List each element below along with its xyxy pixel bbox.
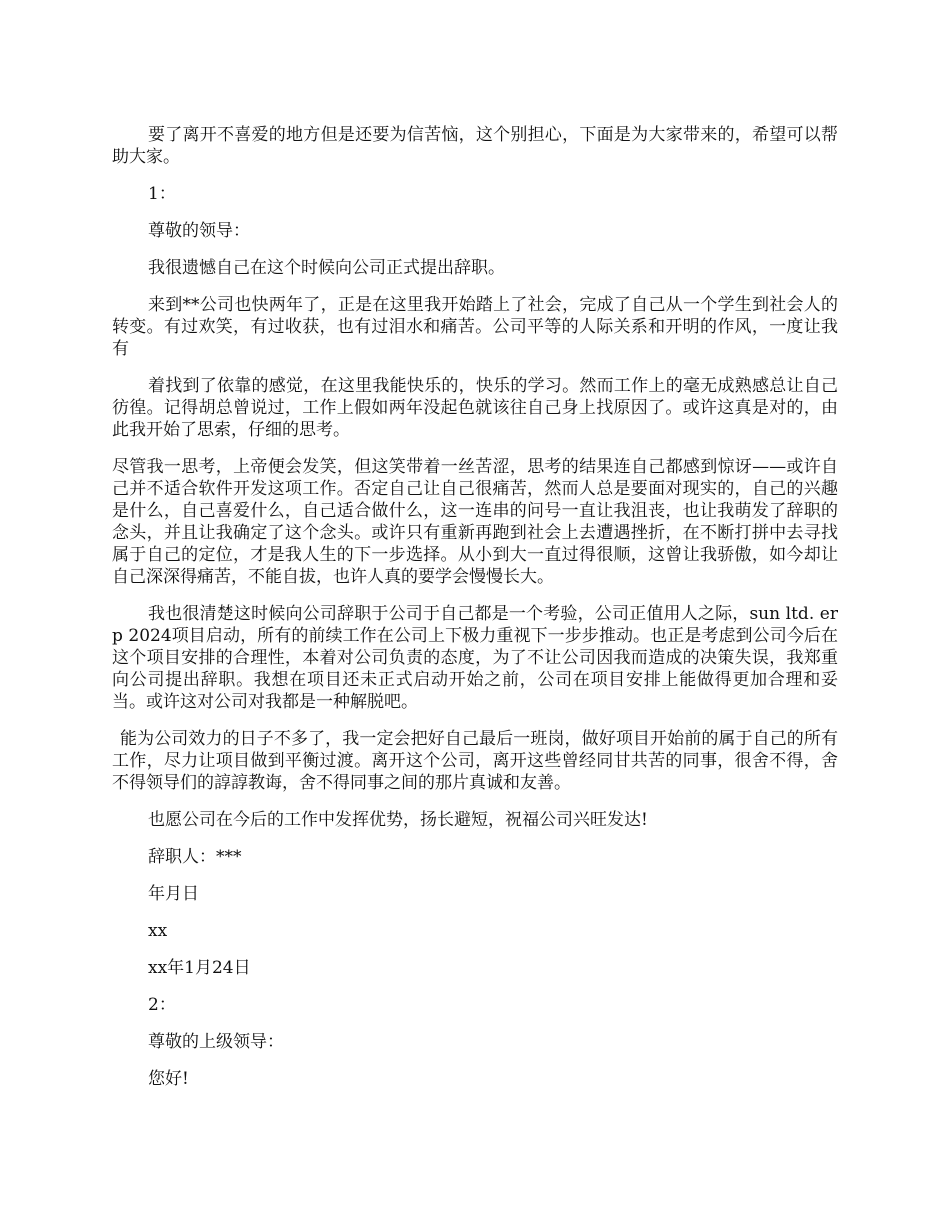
date-line: xx年1月24日 xyxy=(148,958,251,978)
salutation: 尊敬的领导： xyxy=(148,221,250,241)
body-paragraph: 能为公司效力的日子不多了，我一定会把好自己最后一班岗，做好项目开始前的属于自己的所有工作，尽力让项目做到平衡过渡。离开这个公司，离开这些曾经同甘共苦的同事，很舍不得，舍不得领导们的諄諄教诲，舍不得同事之间的那片真诚和友善。 xyxy=(112,729,838,793)
section-number-2: 2： xyxy=(148,995,176,1015)
body-paragraph: 着找到了依靠的感觉，在这里我能快乐的，快乐的学习。然而工作上的毫无成熟感总让自己彷徨。记得胡总曾说过，工作上假如两年没起色就该往自己身上找原因了。或许这真是对的，由此我开始了思索，仔细的思考。 xyxy=(112,376,838,440)
salutation: 尊敬的上级领导： xyxy=(148,1032,284,1052)
resignation-statement: 我很遗憾自己在这个时候向公司正式提出辞职。 xyxy=(148,258,505,278)
name-placeholder: xx xyxy=(148,921,168,941)
greeting: 您好! xyxy=(148,1069,189,1089)
body-paragraph: 尽管我一思考，上帝便会发笑，但这笑带着一丝苦涩，思考的结果连自己都感到惊讶——或许自己并不适合软件开发这项工作。否定自己让自己很痛苦，然而人总是要面对现实的，自己的兴趣是什么，自己喜爱什么，自己适合做什么，这一连串的问号一直让我沮丧，也让我萌发了辞职的念头，并且让我确定了这个念头。或许只有重新再跑到社会上去遭遇挫折，在不断打拼中去寻找属于自己的定位，才是我人生的下一步选择。从小到大一直过得很顺，这曾让我骄傲，如今却让自己深深得痛苦，不能自拔，也许人真的要学会慢慢长大。 xyxy=(112,457,838,587)
signature-line: 辞职人：*** xyxy=(148,847,242,867)
closing-wish: 也愿公司在今后的工作中发挥优势，扬长避短，祝福公司兴旺发达! xyxy=(148,810,648,830)
body-paragraph: 我也很清楚这时候向公司辞职于公司于自己都是一个考验，公司正值用人之际，sun ltd. erp 2024项目启动，所有的前续工作在公司上下极力重视下一步步推动。也正是考虑到公司今后在这个项目安排的合理性，本着对公司负责的态度，为了不让公司因我而造成的决策失误，我郑重向公司提出辞职。我想在项目还未正式启动开始之前，公司在项目安排上能做得更加合理和妥当。或许这对公司对我都是一种解脱吧。 xyxy=(112,604,838,712)
intro-paragraph: 要了离开不喜爱的地方但是还要为信苦恼，这个别担心，下面是为大家带来的，希望可以帮助大家。 xyxy=(112,125,838,167)
document-body xyxy=(112,124,838,1105)
date-placeholder: 年月日 xyxy=(148,884,199,904)
body-paragraph: 来到**公司也快两年了，正是在这里我开始踏上了社会，完成了自己从一个学生到社会人的转变。有过欢笑，有过收获，也有过泪水和痛苦。公司平等的人际关系和开明的作风，一度让我有 xyxy=(112,295,838,359)
section-number-1: 1： xyxy=(148,184,176,204)
